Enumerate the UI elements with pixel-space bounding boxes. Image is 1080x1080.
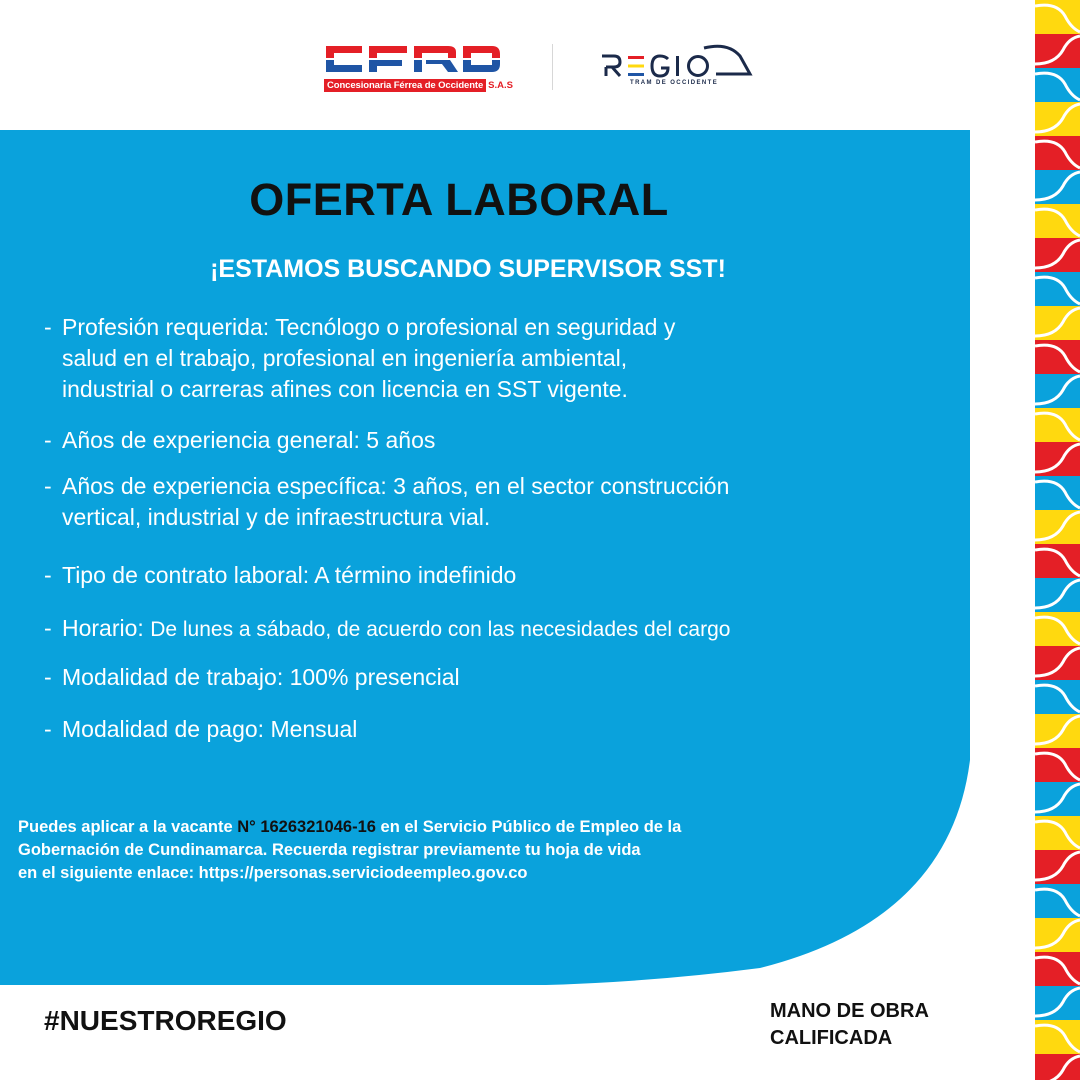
requirement-line: Tipo de contrato laboral: A término indefinido [62,562,517,588]
requirement-line: Años de experiencia específica: 3 años, en el sector construcción [62,473,730,499]
cfrd-wordmark-icon [322,42,504,76]
requirement-line: industrial o carreras afines con licencia en SST vigente. [62,376,628,402]
cfrd-suffix-text: S.A.S [488,79,513,91]
requirement-schedule: - Horario: De lunes a sábado, de acuerdo con las necesidades del cargo [44,615,731,641]
cfrd-subtitle-text: Concesionaria Férrea de Occidente [324,79,486,92]
regio-wordmark-icon [600,40,760,80]
cfrd-subtitle [324,78,513,92]
requirement-line: Modalidad de pago: Mensual [62,716,358,742]
regio-subtitle: TRAM DE OCCIDENTE [630,80,719,86]
apply-link-line[interactable]: en el siguiente enlace: https://personas.serviciodeempleo.gov.co [18,864,528,882]
requirement-general-experience: - Años de experiencia general: 5 años [44,425,435,456]
requirement-work-modality: - Modalidad de trabajo: 100% presencial [44,662,460,693]
requirement-contract-type: - Tipo de contrato laboral: A término indefinido [44,560,516,591]
schedule-value: De lunes a sábado, de acuerdo con las necesidades del cargo [150,618,731,641]
page-title: OFERTA LABORAL [249,174,669,225]
tagline-line-1: MANO DE OBRA [770,1000,929,1022]
requirement-line: vertical, industrial y de infraestructura vial. [62,504,491,530]
header-divider [552,44,553,90]
requirement-line: salud en el trabajo, profesional en ingeniería ambiental, [62,345,628,371]
decorative-wave-pattern-icon [1035,0,1080,1080]
vacancy-number: N° 1626321046-16 [237,818,376,836]
apply-instructions [18,816,878,885]
requirement-payment-modality: - Modalidad de pago: Mensual [44,714,357,745]
tagline-line-2: CALIFICADA [770,1027,893,1049]
page-subtitle: ¡ESTAMOS BUSCANDO SUPERVISOR SST! [210,255,726,283]
requirement-line: Años de experiencia general: 5 años [62,427,436,453]
regio-logo [600,40,760,94]
hashtag: #NUESTROREGIO [44,1005,287,1036]
apply-line-2: Gobernación de Cundinamarca. Recuerda registrar previamente tu hoja de vida [18,841,641,859]
requirement-specific-experience: - Años de experiencia específica: 3 años, en el sector construcción vertical, industrial y de infraestructura vial. [44,471,729,533]
requirement-line: Modalidad de trabajo: 100% presencial [62,664,460,690]
apply-suffix: en el Servicio Público de Empleo de la [380,818,682,836]
tagline [770,998,929,1052]
apply-prefix: Puedes aplicar a la vacante [18,818,233,836]
requirement-profession: - Profesión requerida: Tecnólogo o profesional en seguridad y salud en el trabajo, profesional en ingeniería ambiental, industrial o carreras afines con licencia en SST vigente. [44,312,675,405]
requirement-line: Profesión requerida: Tecnólogo o profesional en seguridad y [62,314,676,340]
cfrd-logo [322,40,513,96]
schedule-label: Horario: [62,615,144,641]
